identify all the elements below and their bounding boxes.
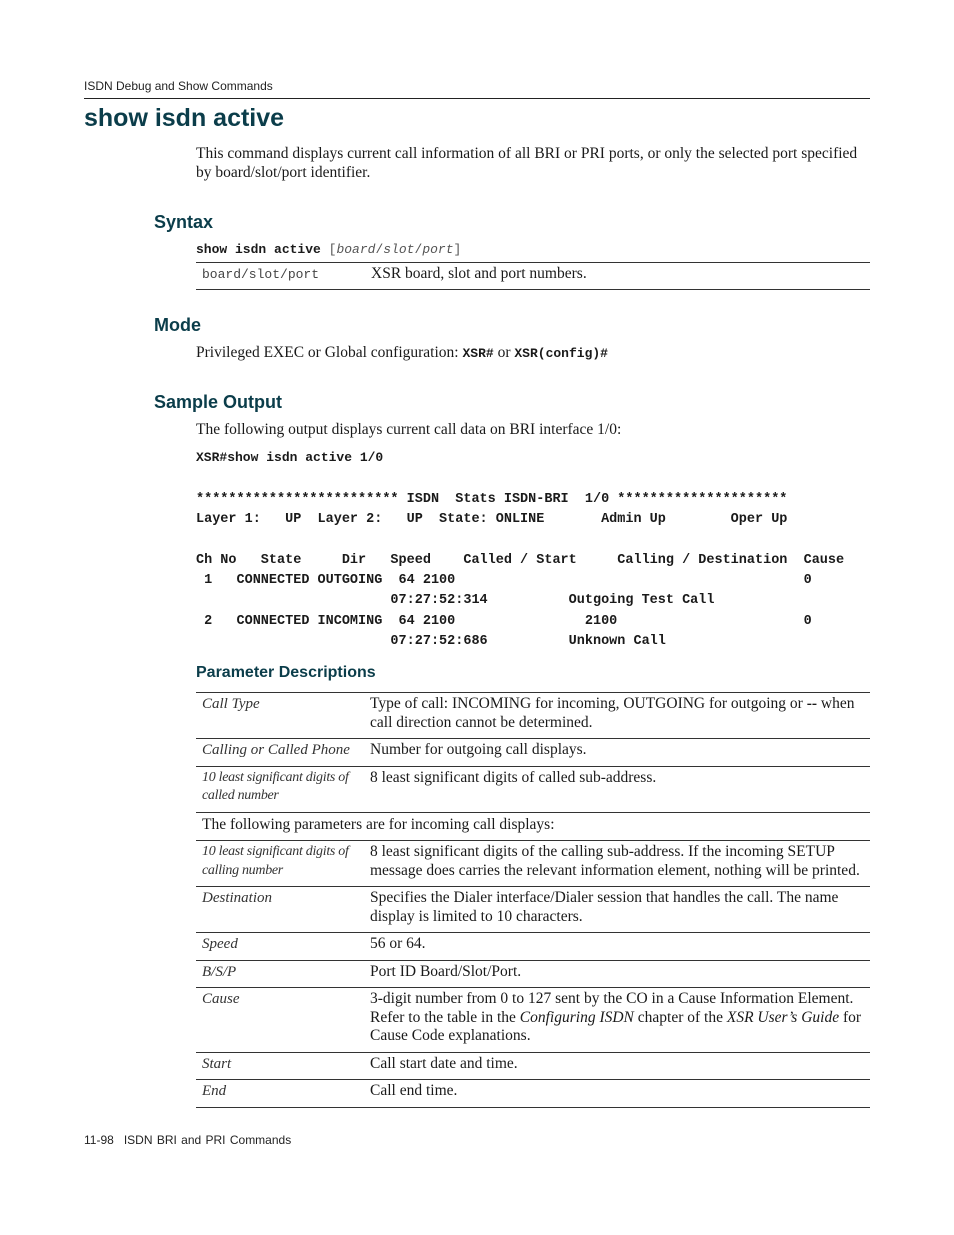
param-name: Start [196,1052,364,1080]
table-row [196,1080,870,1108]
output-line: ************************* ISDN Stats ISDN-BRI 1/0 ********************* [196,492,788,507]
output-line: 07:27:52:314 Outgoing Test Call [196,593,715,609]
table-row [196,766,870,812]
syntax-arg-board: board [336,242,376,257]
table-row [196,933,870,961]
param-desc: Type of call: INCOMING for incoming, OUTGOING for outgoing or -- when call direction cannot be determined. [364,693,870,739]
table-row [196,887,870,933]
param-desc: Specifies the Dialer interface/Dialer session that handles the call. The name display is limited to 10 characters. [364,887,870,933]
param-desc: Call start date and time. [364,1052,870,1080]
syntax-heading: Syntax [154,212,214,232]
mode-line [196,344,608,362]
syntax-bracket-open: [ [328,242,337,257]
table-row [196,739,870,767]
param-name: B/S/P [196,960,364,988]
sample-output-heading: Sample Output [154,392,283,412]
syntax-parameter-table [196,262,870,290]
syntax-slash: / [414,242,423,257]
running-header: ISDN Debug and Show Commands [84,79,273,93]
sample-intro: The following output displays current call data on BRI interface 1/0: [196,421,622,438]
param-name: Call Type [196,693,364,739]
parameter-descriptions-table [196,692,870,1108]
output-line [196,531,844,551]
page-footer [84,1133,291,1147]
param-name: Calling or Called Phone [196,739,364,767]
param-desc: 3-digit number from 0 to 127 sent by the CO in a Cause Information Element. Refer to the table in the Configuring ISDN chapter of the XSR User’s Guide for Cause Code explanations. [364,988,870,1053]
output-line: 07:27:52:686 Unknown Call [196,634,666,650]
param-desc: Call end time. [364,1080,870,1108]
table-row [196,812,870,841]
mode-text: Privileged EXEC or Global configuration: [196,344,459,361]
output-line: 1 CONNECTED OUTGOING 64 2100 0 [196,573,812,589]
param-name: Speed [196,933,364,961]
mode-prompt-config: XSR(config)# [514,346,608,361]
table-row [196,1052,870,1080]
output-line: Ch No State Dir Speed Called / Start Calling / Destination Cause [196,552,845,568]
mode-or: or [497,344,511,361]
param-desc: Number for outgoing call displays. [364,739,870,767]
page-title: show isdn active [84,104,285,132]
footer-title: ISDN BRI and PRI Commands [123,1133,292,1147]
syntax-arg-slot: slot [383,242,415,257]
param-desc: 8 least significant digits of called sub-address. [364,766,870,812]
header-rule [84,98,870,99]
table-row [196,263,870,290]
syntax-param-desc: XSR board, slot and port numbers. [365,263,870,290]
output-line: 2 CONNECTED INCOMING 64 2100 2100 0 [196,613,812,629]
param-desc: 56 or 64. [364,933,870,961]
syntax-bracket-close: ] [453,242,462,257]
intro-paragraph: This command displays current call information of all BRI or PRI ports, or only the selected port specified by board/slot/port identifier. [196,145,858,181]
parameter-descriptions-heading: Parameter Descriptions [196,664,376,681]
param-section-note: The following parameters are for incoming call displays: [196,812,870,841]
param-name: End [196,1080,364,1108]
param-name: Destination [196,887,364,933]
table-row [196,693,870,739]
table-row [196,960,870,988]
table-row [196,841,870,887]
syntax-param-name: board/slot/port [196,263,365,290]
syntax-arg-port: port [422,242,454,257]
param-desc: Port ID Board/Slot/Port. [364,960,870,988]
mode-heading: Mode [154,315,201,335]
page-number: 11-98 [84,1133,114,1147]
table-row [196,988,870,1053]
syntax-command: show isdn active [196,242,321,257]
syntax-slash: / [375,242,384,257]
sample-command: XSR#show isdn active 1/0 [196,450,384,465]
syntax-line [196,242,461,257]
sample-output-block [196,490,844,652]
param-desc: 8 least significant digits of the calling sub-address. If the incoming SETUP message does carries the relevant information element, nothing will be printed. [364,841,870,887]
mode-prompt-exec: XSR# [462,346,494,361]
output-line: Layer 1: UP Layer 2: UP State: ONLINE Admin Up Oper Up [196,512,788,528]
param-name: 10 least significant digits of called number [196,766,364,812]
param-name: Cause [196,988,364,1053]
param-name: 10 least significant digits of calling number [196,841,364,887]
